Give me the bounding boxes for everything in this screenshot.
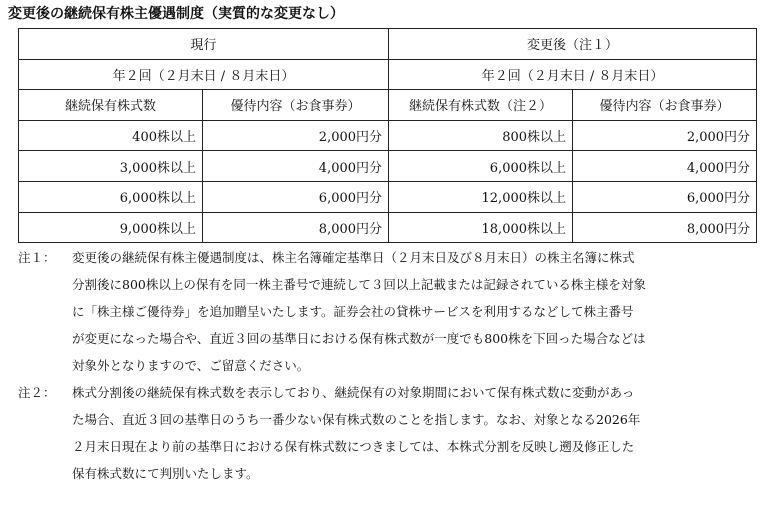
note-2 <box>18 379 763 487</box>
table-row <box>19 181 757 212</box>
current-benefit-cell: 6,000円分 <box>203 181 389 212</box>
changed-shares-cell: 6,000株以上 <box>389 151 573 182</box>
note-line: 株式分割後の継続保有株式数を表示しており、継続保有の対象期間において保有株式数に変動があっ <box>72 385 635 400</box>
note-line: 分割後に800株以上の保有を同一株主番号で連続して３回以上記載または記録されている株主様を対象 <box>72 277 646 292</box>
current-header: 現行 <box>19 29 389 60</box>
header-row <box>19 29 757 60</box>
changed-benefit-cell: 2,000円分 <box>573 120 757 151</box>
note-text <box>72 244 763 379</box>
table-row <box>19 212 757 243</box>
current-timing: 年２回（２月末日 / ８月末日） <box>19 59 389 90</box>
note-line: た場合、直近３回の基準日のうち一番少ない保有株式数のことを指します。なお、対象となる2026年 <box>72 412 641 427</box>
col-changed-benefit: 優待内容（お食事券） <box>573 90 757 121</box>
changed-benefit-cell: 4,000円分 <box>573 151 757 182</box>
col-current-shares: 継続保有株式数 <box>19 90 203 121</box>
note-label: 注２： <box>18 385 56 400</box>
table-row <box>19 120 757 151</box>
current-benefit-cell: 8,000円分 <box>203 212 389 243</box>
note-text <box>72 379 763 487</box>
changed-benefit-cell: 6,000円分 <box>573 181 757 212</box>
changed-shares-cell: 12,000株以上 <box>389 181 573 212</box>
note-line: 対象外となりますので、ご留意ください。 <box>72 358 310 373</box>
notes-section <box>18 244 763 487</box>
current-benefit-cell: 2,000円分 <box>203 120 389 151</box>
changed-timing: 年２回（２月末日 / ８月末日） <box>389 59 757 90</box>
note-line: 変更後の継続保有株主優遇制度は、株主名簿確定基準日（２月末日及び８月末日）の株主名簿に株式 <box>72 250 635 265</box>
changed-header: 変更後（注１） <box>389 29 757 60</box>
changed-shares-cell: 800株以上 <box>389 120 573 151</box>
changed-benefit-cell: 8,000円分 <box>573 212 757 243</box>
timing-row <box>19 59 757 90</box>
benefit-table <box>18 28 757 243</box>
current-shares-cell: 9,000株以上 <box>19 212 203 243</box>
current-shares-cell: 6,000株以上 <box>19 181 203 212</box>
note-label: 注１： <box>18 250 56 265</box>
note-line: ２月末日現在より前の基準日における保有株式数につきましては、本株式分割を反映し遡及修正した <box>72 439 635 454</box>
current-shares-cell: 400株以上 <box>19 120 203 151</box>
note-1 <box>18 244 763 379</box>
table-row <box>19 151 757 182</box>
note-line: が変更になった場合や、直近３回の基準日における保有株式数が一度でも800株を下回った場合などは <box>72 331 646 346</box>
column-header-row <box>19 90 757 121</box>
page-title: 変更後の継続保有株主優遇制度（実質的な変更なし） <box>8 6 344 22</box>
note-line: に「株主様ご優待券」を追加贈呈いたします。証券会社の貸株サービスを利用するなどして株主番号 <box>72 304 634 319</box>
current-shares-cell: 3,000株以上 <box>19 151 203 182</box>
note-line: 保有株式数にて判別いたします。 <box>72 466 259 481</box>
col-changed-shares: 継続保有株式数（注２） <box>389 90 573 121</box>
col-current-benefit: 優待内容（お食事券） <box>203 90 389 121</box>
current-benefit-cell: 4,000円分 <box>203 151 389 182</box>
changed-shares-cell: 18,000株以上 <box>389 212 573 243</box>
